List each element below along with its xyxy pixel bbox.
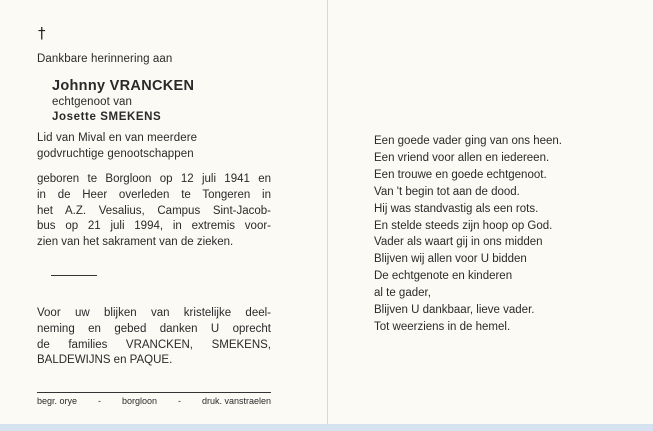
remembrance-text: Dankbare herinnering aan bbox=[37, 53, 173, 65]
poem bbox=[374, 133, 562, 336]
footer-undertaker: begr. orye bbox=[37, 396, 78, 406]
life-details-line: geboren te Borgloon op 12 juli 1941 en bbox=[37, 173, 271, 185]
membership-line: Lid van Mival en van meerdere bbox=[37, 132, 198, 144]
cross-icon: † bbox=[38, 24, 46, 42]
poem-line: De echtgenote en kinderen bbox=[374, 270, 513, 283]
poem-line: Hij was standvastig als een rots. bbox=[374, 202, 539, 215]
life-details bbox=[37, 172, 271, 251]
life-details-line: zien van het sakrament van de zieken. bbox=[37, 236, 234, 249]
life-details-line: in de Heer overleden te Tongeren in bbox=[37, 188, 271, 201]
life-details-line: bus op 21 juli 1994, in extremis voor- bbox=[37, 220, 271, 233]
footer-town: borgloon bbox=[121, 396, 157, 406]
separator-rule bbox=[51, 275, 97, 276]
footer-separator: - bbox=[98, 396, 101, 406]
poem-line: En stelde steeds zijn hoop op God. bbox=[374, 219, 553, 232]
left-page bbox=[0, 0, 326, 425]
poem-line: Vader als waart gij in ons midden bbox=[374, 236, 543, 249]
poem-line: Van 't begin tot aan de dood. bbox=[374, 185, 520, 198]
thanks-line: de families VRANCKEN, SMEKENS, bbox=[37, 338, 271, 351]
poem-line: al te gader, bbox=[374, 287, 431, 300]
thanks-line: neming en gebed danken U oprecht bbox=[37, 322, 271, 335]
footer-rule bbox=[37, 392, 271, 393]
poem-line: Tot weerziens in de hemel. bbox=[374, 320, 511, 333]
printer-footer bbox=[37, 395, 271, 407]
deceased-name: Johnny VRANCKEN bbox=[52, 78, 195, 94]
thanks-line: Voor uw blijken van kristelijke deel- bbox=[37, 307, 271, 319]
life-details-line: het A.Z. Vesalius, Campus Sint-Jacob- bbox=[37, 204, 271, 217]
poem-line: Een goede vader ging van ons heen. bbox=[374, 135, 562, 147]
spouse-name: Josette SMEKENS bbox=[52, 111, 162, 123]
poem-line: Blijven wij allen voor U bidden bbox=[374, 253, 527, 266]
right-page bbox=[329, 0, 653, 425]
membership-line: godvruchtige genootschappen bbox=[37, 148, 194, 160]
spouse-label: echtgenoot van bbox=[52, 96, 133, 108]
footer-printer: druk. vanstraelen bbox=[201, 396, 271, 406]
poem-line: Een trouwe en goede echtgenoot. bbox=[374, 168, 547, 181]
scan-edge-strip bbox=[0, 424, 653, 431]
footer-separator: - bbox=[177, 396, 181, 406]
fold-line bbox=[327, 0, 328, 431]
thanks-line: BALDEWIJNS en PAQUE. bbox=[37, 354, 173, 367]
thanks-text bbox=[37, 306, 271, 369]
poem-line: Een vriend voor allen en iedereen. bbox=[374, 151, 550, 164]
poem-line: Blijven U dankbaar, lieve vader. bbox=[374, 304, 535, 317]
